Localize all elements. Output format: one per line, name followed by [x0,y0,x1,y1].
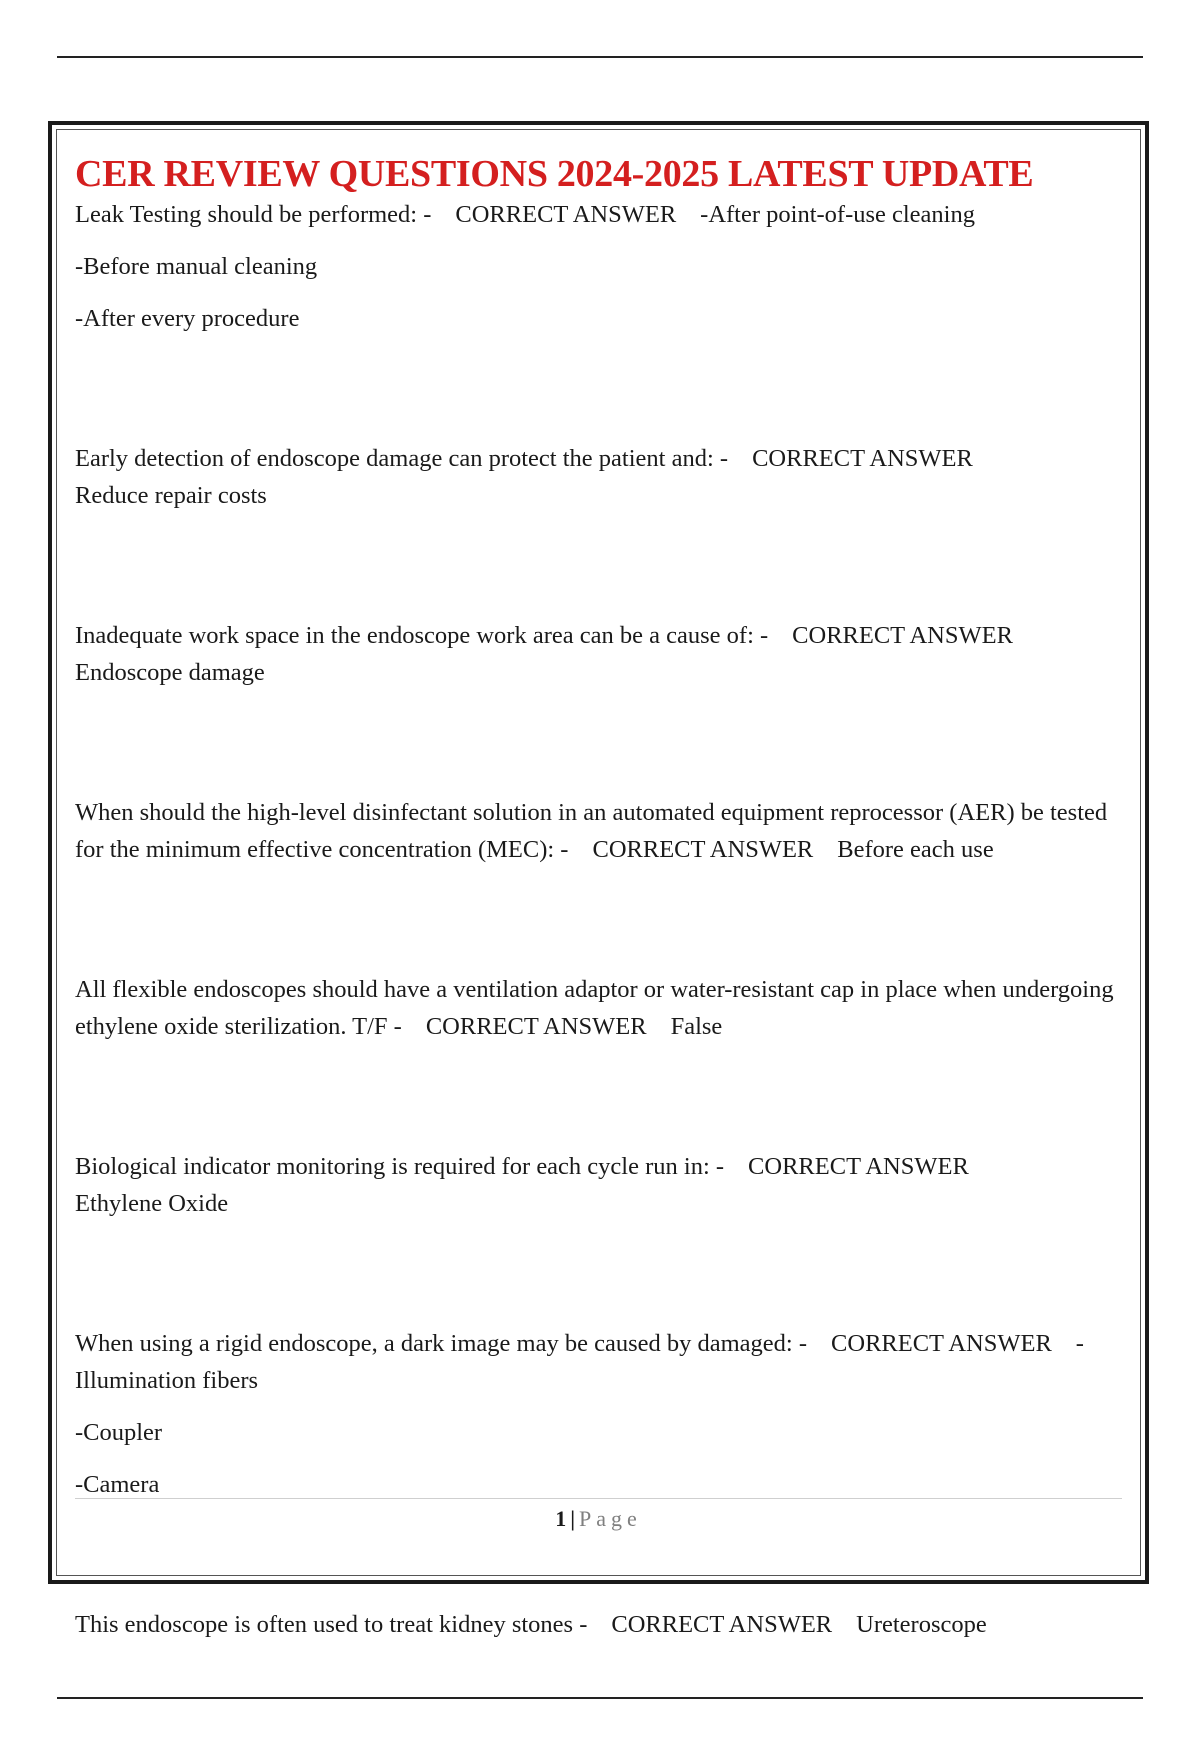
question-text: When using a rigid endoscope, a dark image may be caused by damaged: - [75,1330,808,1357]
question-text: All flexible endoscopes should have a ventilation adaptor or water-resistant cap in place when undergoing ethylene oxide sterilization. T/F - [75,976,1114,1040]
answer-marker: CORRECT ANSWER [592,836,814,863]
question-text: Leak Testing should be performed: - [75,201,432,228]
footer-divider [75,1498,1122,1499]
page-frame [48,121,1149,1638]
qa-line [75,794,1135,868]
answer-text: Ethylene Oxide [75,1190,229,1217]
qa-line [75,196,1135,233]
qa-item [75,617,1135,691]
qa-item [75,1148,1135,1222]
answer-extra: -Camera [75,1471,160,1498]
qa-item [75,1606,1135,1643]
qa-line [75,617,1135,691]
answer-text: -After point-of-use cleaning [700,201,975,228]
qa-line [75,971,1135,1045]
top-rule [57,56,1143,58]
answer-marker: CORRECT ANSWER [425,1013,647,1040]
question-text: Biological indicator monitoring is required for each cycle run in: - [75,1153,725,1180]
qa-item [75,196,1135,337]
qa-item [75,794,1135,868]
qa-line [75,440,1135,514]
answer-marker: CORRECT ANSWER [748,1153,969,1180]
answer-extra: -Coupler [75,1419,163,1446]
page-separator: | [570,1506,576,1531]
answer-text: -Illumination fibers [75,1330,1084,1394]
page-label: Page [579,1506,642,1531]
question-text: This endoscope is often used to treat kidney stones - [75,1611,588,1638]
answer-text: Ureteroscope [856,1611,987,1638]
question-text: When should the high-level disinfectant solution in an automated equipment reprocessor (AER) be tested for the minimum effective concentration (MEC): - [75,799,1108,863]
answer-marker: CORRECT ANSWER [455,201,677,228]
answer-text: Endoscope damage [75,659,265,686]
qa-line [75,1325,1135,1399]
question-text: Early detection of endoscope damage can protect the patient and: - [75,445,729,472]
answer-text: Before each use [837,836,994,863]
qa-item [75,971,1135,1045]
answer-text: Reduce repair costs [75,482,267,509]
bottom-rule [57,1697,1143,1699]
answer-marker: CORRECT ANSWER [792,622,1013,649]
answer-marker: CORRECT ANSWER [831,1330,1052,1357]
question-text: Inadequate work space in the endoscope work area can be a cause of: - [75,622,769,649]
answer-extra: -After every procedure [75,305,300,332]
document-title: CER REVIEW QUESTIONS 2024-2025 LATEST UPDATE [75,153,1034,195]
qa-item [75,1325,1135,1503]
page-number: 1 [555,1506,567,1531]
answer-text: False [670,1013,723,1040]
qa-item [75,440,1135,514]
answer-marker: CORRECT ANSWER [611,1611,833,1638]
qa-line [75,1606,1135,1643]
page-inner [56,129,1141,1638]
answer-marker: CORRECT ANSWER [752,445,973,472]
page-footer [57,1506,1140,1532]
qa-line [75,1148,1135,1222]
answer-extra: -Before manual cleaning [75,253,318,280]
